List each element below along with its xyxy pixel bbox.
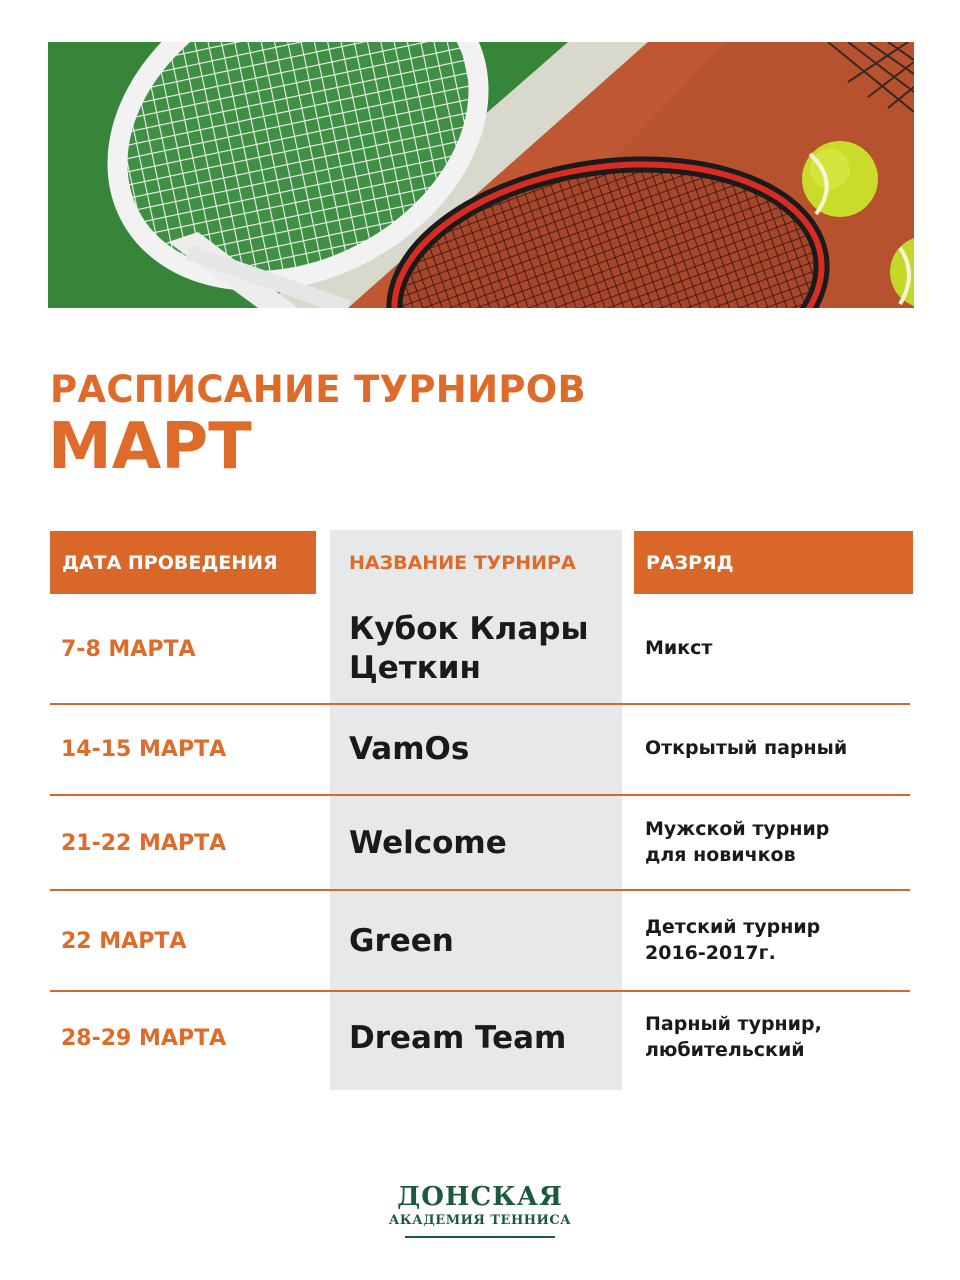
- logo-line-1: ДОНСКАЯ: [397, 1182, 563, 1212]
- row-2-category: Открытый парный: [645, 737, 848, 760]
- logo-line-2: АКАДЕМИЯ ТЕННИСА: [388, 1212, 572, 1228]
- header-date: ДАТА ПРОВЕДЕНИЯ: [50, 531, 316, 594]
- row-4-date: 22 МАРТА: [61, 928, 187, 954]
- row-2-name: VamOs: [349, 730, 470, 767]
- row-1-name: Кубок Клары Цеткин: [349, 611, 589, 686]
- header-name: НАЗВАНИЕ ТУРНИРА: [330, 531, 622, 594]
- month-title: МАРТ: [48, 410, 252, 484]
- row-3-name: Welcome: [349, 824, 507, 861]
- logo-underline: [405, 1236, 555, 1238]
- tennis-rackets-and-balls-photo-icon: [48, 42, 914, 308]
- banner-image: [48, 42, 914, 308]
- row-4-category: Детский турнир 2016-2017г.: [645, 916, 821, 964]
- row-5-name: Dream Team: [349, 1019, 567, 1056]
- row-5-category: Парный турнир, любительский: [645, 1013, 822, 1061]
- row-1-date: 7-8 МАРТА: [61, 636, 196, 662]
- row-2-date: 14-15 МАРТА: [61, 736, 227, 762]
- row-3-category: Мужской турнир для новичков: [645, 818, 830, 866]
- row-1-category: Микст: [645, 637, 713, 660]
- academy-logo: [330, 1183, 630, 1238]
- row-4-name: Green: [349, 922, 454, 959]
- header-category: РАЗРЯД: [634, 531, 913, 594]
- row-3-date: 21-22 МАРТА: [61, 830, 227, 856]
- row-5-date: 28-29 МАРТА: [61, 1025, 227, 1051]
- schedule-title: РАСПИСАНИЕ ТУРНИРОВ: [50, 368, 587, 411]
